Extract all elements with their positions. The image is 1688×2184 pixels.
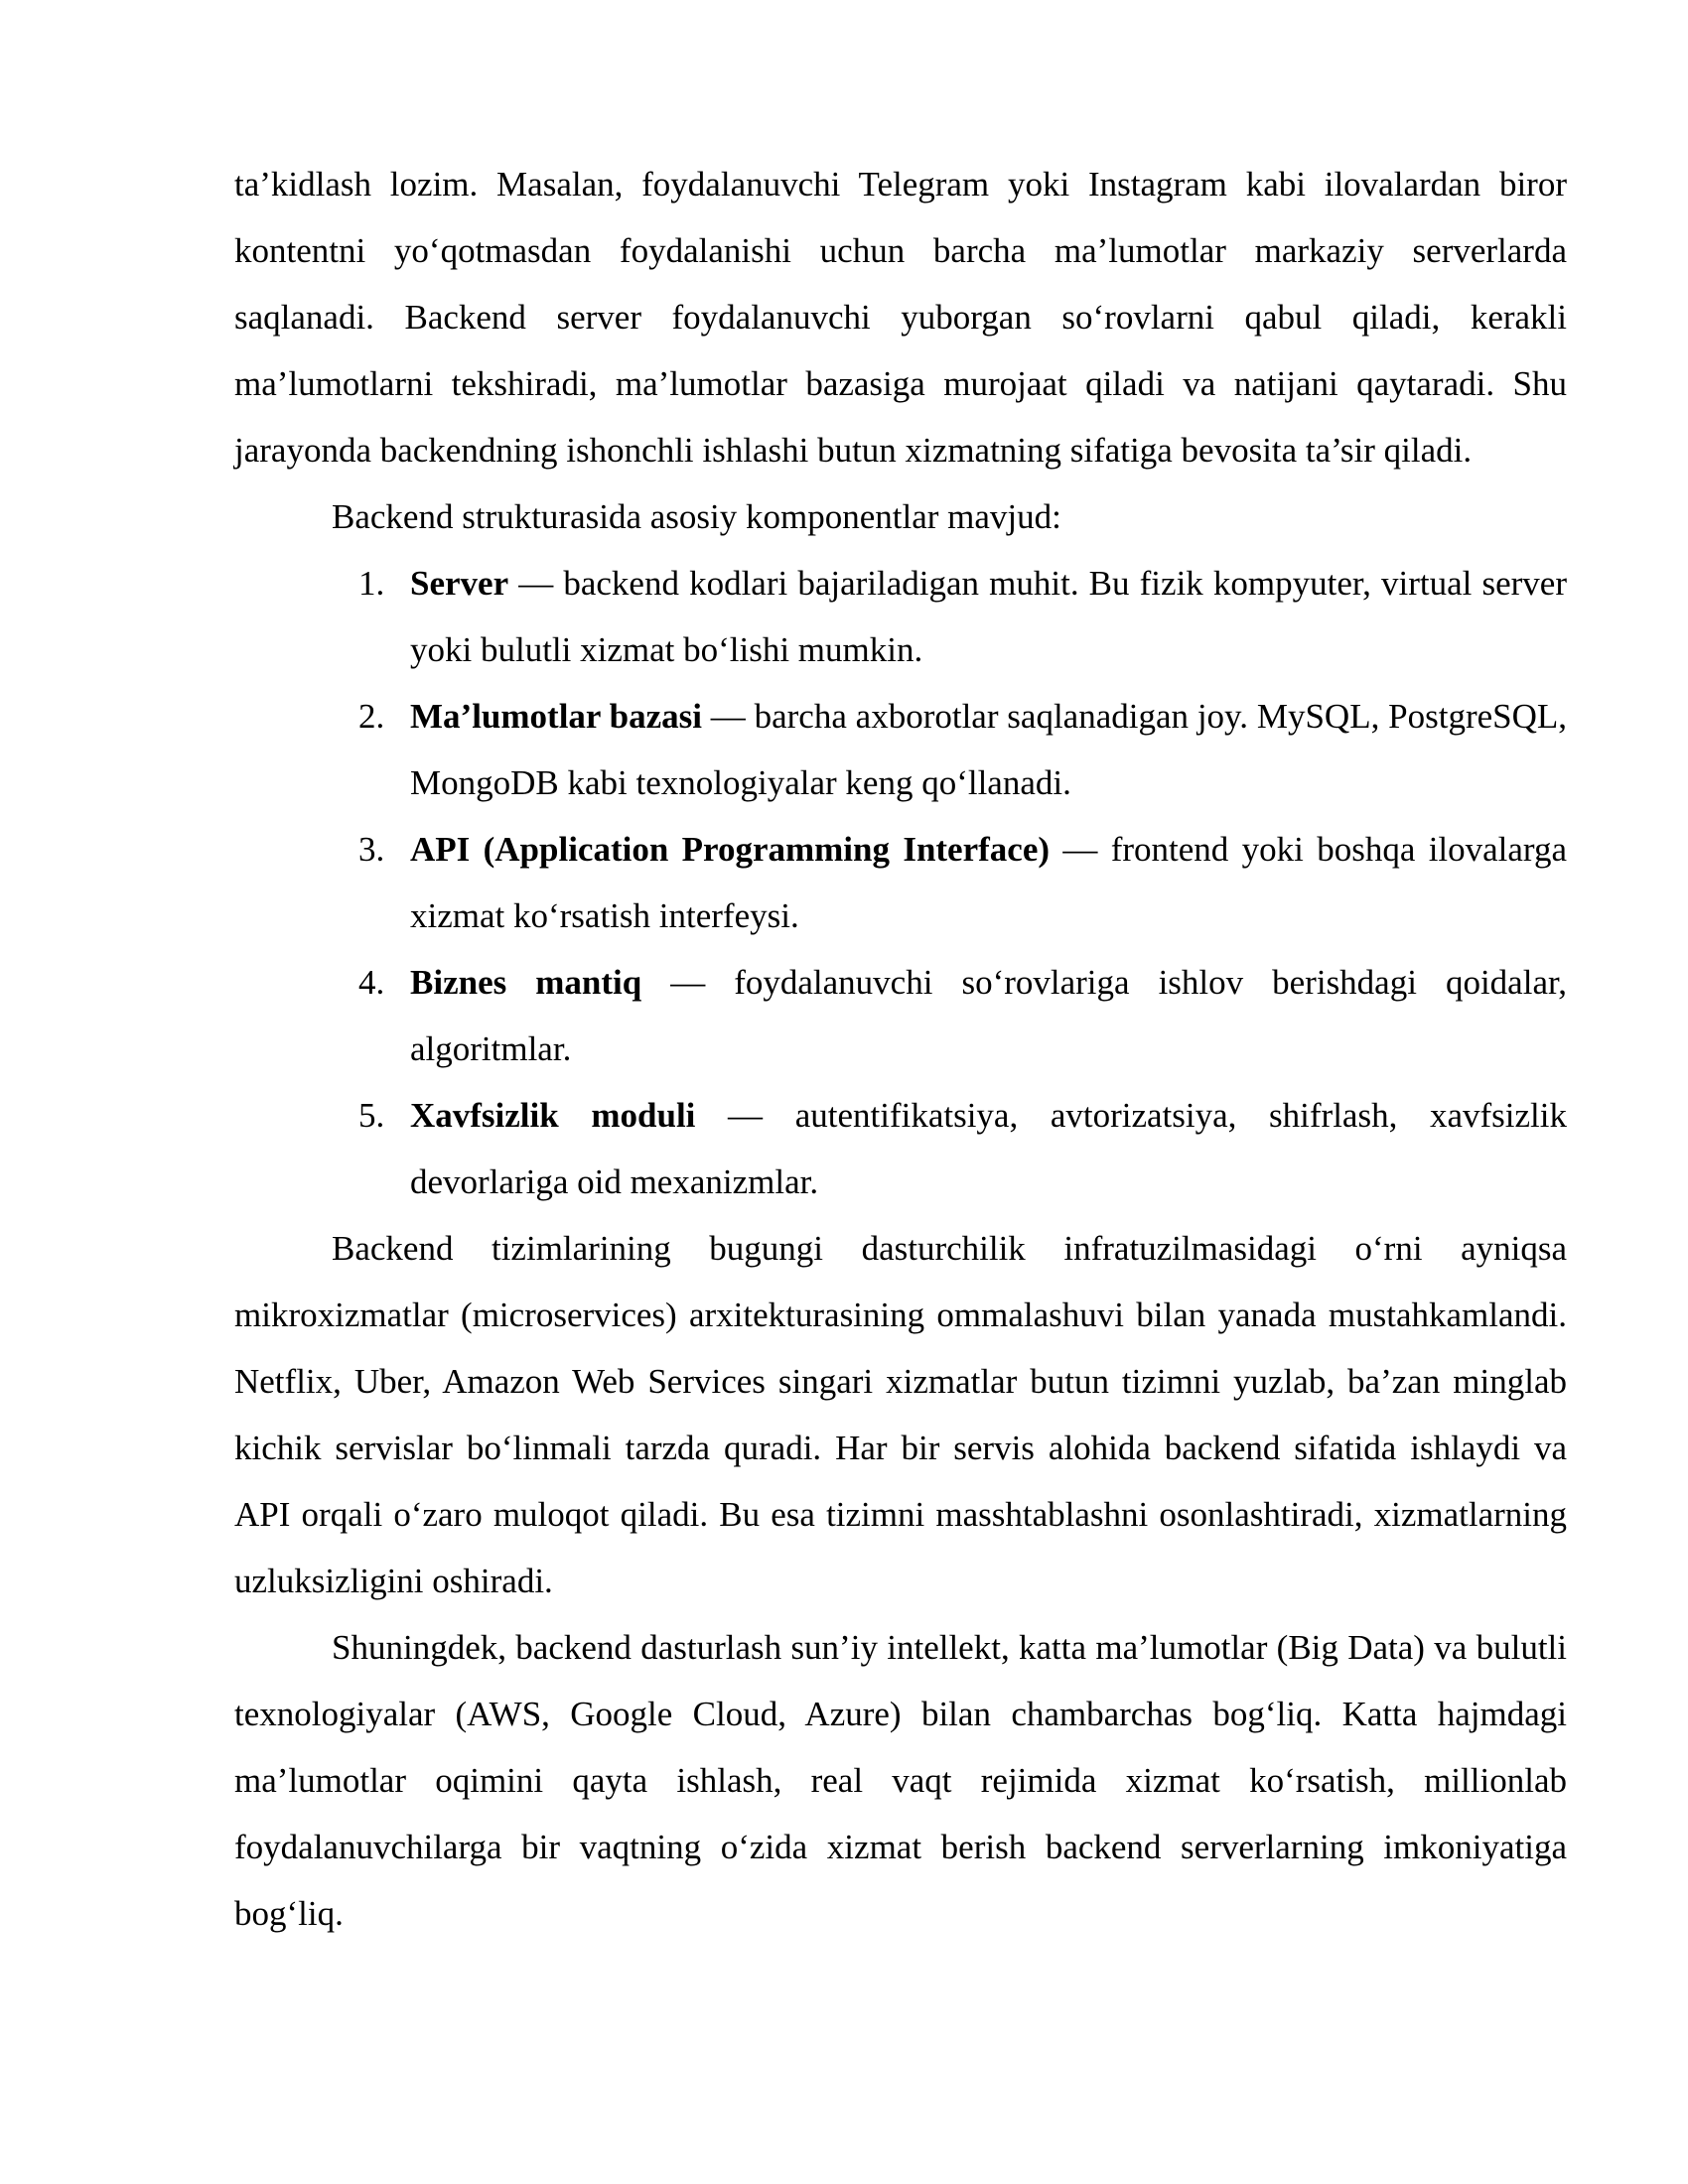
list-item-description: — autentifikatsiya, avtorizatsiya, shifrlash, xavfsizlik devorlariga oid mexanizmlar. bbox=[410, 1096, 1567, 1201]
list-item-number: 5. bbox=[358, 1096, 385, 1135]
list-item-term: Ma’lumotlar bazasi bbox=[410, 697, 702, 736]
list-item-term: Server bbox=[410, 564, 509, 603]
paragraph-continuation: ta’kidlash lozim. Masalan, foydalanuvchi Telegram yoki Instagram kabi ilovalardan biror kontentni yo‘qotmasdan foydalanishi uchun barcha ma’lumotlar markaziy serverlarda saqlanadi. Backend server foydalanuvchi yuborgan so‘rovlarni qabul qiladi, kerakli ma’lumotlarni tekshiradi, ma’lumotlar bazasiga murojaat qiladi va natijani qaytaradi. Shu jarayonda backendning ishonchli ishlashi butun xizmatning sifatiga bevosita ta’sir qiladi. bbox=[234, 165, 1567, 470]
list-item bbox=[234, 1082, 1567, 1215]
list-item bbox=[234, 550, 1567, 683]
list-item-term: Biznes mantiq bbox=[410, 963, 642, 1002]
microservices-paragraph: Backend tizimlarining bugungi dasturchilik infratuzilmasidagi o‘rni ayniqsa mikroxizmatlar (microservices) arxitekturasining ommalashuvi bilan yanada mustahkamlandi. Netflix, Uber, Amazon Web Services singari xizmatlar butun tizimni yuzlab, ba’zan minglab kichik servislar bo‘linmali tarzda quradi. Har bir servis alohida backend sifatida ishlaydi va API orqali o‘zaro muloqot qiladi. Bu esa tizimni masshtablashni osonlashtiradi, xizmatlarning uzluksizligini oshiradi. bbox=[234, 1229, 1567, 1600]
list-item-number: 4. bbox=[358, 963, 385, 1002]
big-data-paragraph: Shuningdek, backend dasturlash sun’iy intellekt, katta ma’lumotlar (Big Data) va bulutli texnologiyalar (AWS, Google Cloud, Azure) bilan chambarchas bog‘liq. Katta hajmdagi ma’lumotlar oqimini qayta ishlash, real vaqt rejimida xizmat ko‘rsatish, millionlab foydalanuvchilarga bir vaqtning o‘zida xizmat berish backend serverlarning imkoniyatiga bog‘liq. bbox=[234, 1628, 1567, 1933]
list-item bbox=[234, 816, 1567, 949]
list-item-description: — frontend yoki boshqa ilovalarga xizmat ko‘rsatish interfeysi. bbox=[410, 830, 1567, 935]
list-item bbox=[234, 683, 1567, 816]
list-item-description: — barcha axborotlar saqlanadigan joy. MySQL, PostgreSQL, MongoDB kabi texnologiyalar keng qo‘llanadi. bbox=[410, 697, 1568, 802]
list-item-number: 2. bbox=[358, 697, 385, 736]
list-item bbox=[234, 949, 1567, 1082]
list-item-number: 1. bbox=[358, 564, 385, 603]
list-item-description: — foydalanuvchi so‘rovlariga ishlov berishdagi qoidalar, algoritmlar. bbox=[410, 963, 1567, 1068]
backend-components-list bbox=[234, 550, 1567, 1215]
list-item-term: Xavfsizlik moduli bbox=[410, 1096, 696, 1135]
page-body bbox=[234, 151, 1567, 1947]
list-item-number: 3. bbox=[358, 830, 385, 869]
list-intro-paragraph: Backend strukturasida asosiy komponentlar mavjud: bbox=[332, 497, 1061, 536]
list-item-term: API (Application Programming Interface) bbox=[410, 830, 1051, 869]
list-item-description: — backend kodlari bajariladigan muhit. Bu fizik kompyuter, virtual server yoki bulutli xizmat bo‘lishi mumkin. bbox=[410, 564, 1567, 669]
